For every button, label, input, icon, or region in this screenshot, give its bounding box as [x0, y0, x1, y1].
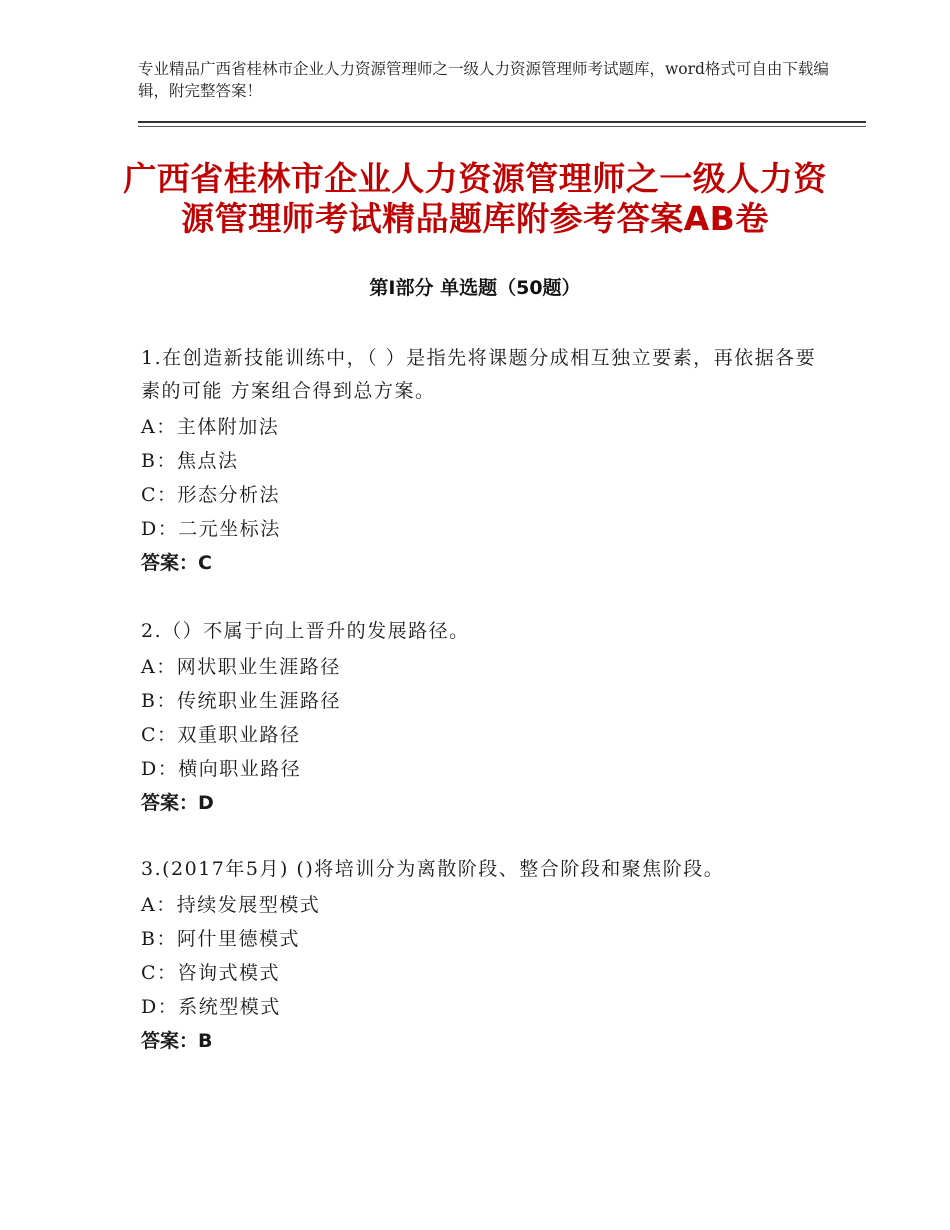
- header-divider-thick: [138, 121, 866, 123]
- document-title: 广西省桂林市企业人力资源管理师之一级人力资源管理师考试精品题库附参考答案AB卷: [123, 159, 827, 238]
- question-3: [141, 853, 821, 1058]
- question-2: [141, 615, 821, 820]
- option-a: A：持续发展型模式: [141, 894, 321, 916]
- option-a: A：网状职业生涯路径: [141, 656, 341, 678]
- header-divider-thin: [138, 126, 866, 127]
- option-b: B：焦点法: [141, 450, 239, 472]
- option-d: D：二元坐标法: [141, 518, 281, 540]
- option-c: C：形态分析法: [141, 484, 281, 506]
- section-title: 第Ⅰ部分 单选题（50题）: [369, 277, 581, 299]
- option-c: C：双重职业路径: [141, 724, 301, 746]
- option-c: C：咨询式模式: [141, 962, 281, 984]
- answer: 答案：C: [141, 552, 212, 574]
- option-a: A：主体附加法: [141, 416, 280, 438]
- question-1: [141, 342, 821, 580]
- answer: 答案：D: [141, 792, 214, 814]
- option-b: B：传统职业生涯路径: [141, 690, 341, 712]
- option-b: B：阿什里德模式: [141, 928, 300, 950]
- question-stem: 2.（）不属于向上晋升的发展路径。: [141, 620, 470, 642]
- header-note: 专业精品广西省桂林市企业人力资源管理师之一级人力资源管理师考试题库，word格式可自由下载编辑，附完整答案！: [138, 60, 829, 100]
- option-d: D：系统型模式: [141, 996, 281, 1018]
- question-stem: 3.(2017年5月) ()将培训分为离散阶段、整合阶段和聚焦阶段。: [141, 858, 725, 880]
- question-stem: 1.在创造新技能训练中，（ ）是指先将课题分成相互独立要素，再依据各要素的可能 方案组合得到总方案。: [141, 347, 817, 402]
- option-d: D：横向职业路径: [141, 758, 302, 780]
- answer: 答案：B: [141, 1030, 213, 1052]
